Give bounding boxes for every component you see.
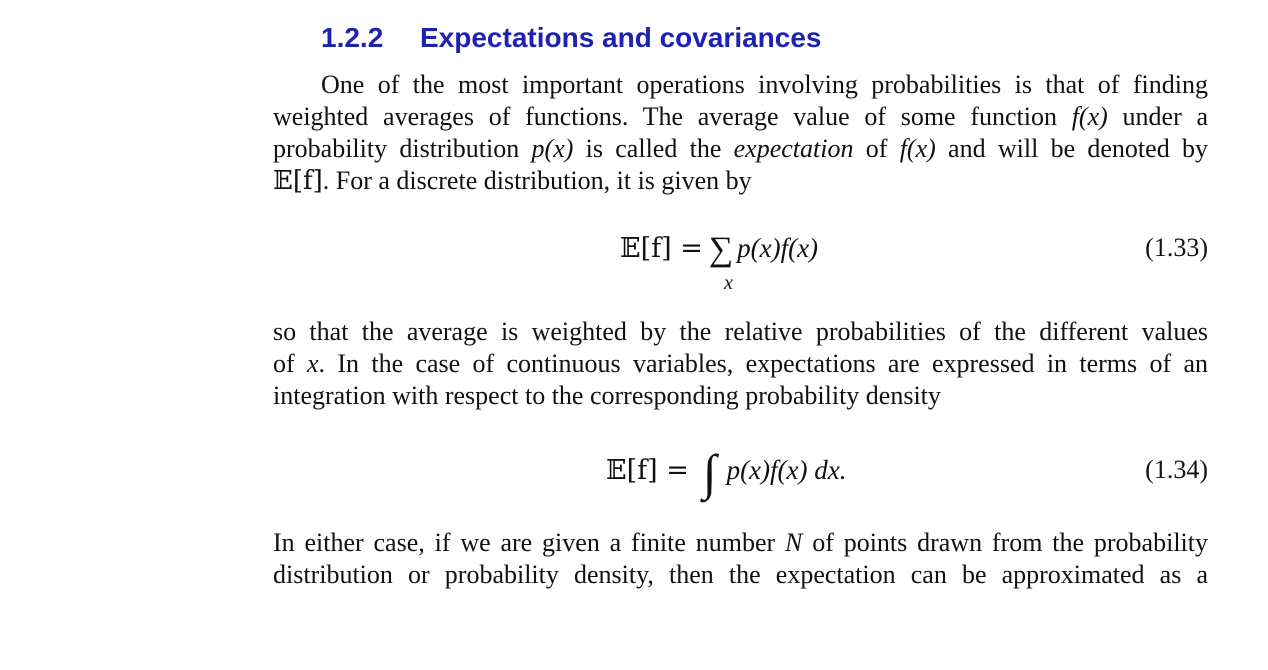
paragraph-2-line-3: integration with respect to the corresponding probability density bbox=[273, 381, 941, 410]
equation-integrand: p(x)f(x) dx. bbox=[726, 455, 847, 485]
summation-sign: ∑ bbox=[708, 231, 734, 268]
text-span: is called the bbox=[573, 134, 734, 163]
equation-1-34-body bbox=[606, 444, 847, 500]
math-f-of-x: f(x) bbox=[899, 134, 936, 163]
equation-number: (1.34) bbox=[1145, 455, 1208, 484]
paragraph-2-line-1: so that the average is weighted by the relative probabilities of the different values bbox=[273, 317, 1208, 346]
equation-1-33-body bbox=[620, 232, 818, 266]
math-expectation-f: 𝔼[f] bbox=[273, 166, 323, 196]
text-span: In either case, if we are given a finite number bbox=[273, 528, 786, 557]
math-f-of-x: f(x) bbox=[1071, 102, 1108, 131]
text-span: and will be denoted by bbox=[935, 134, 1208, 163]
paragraph-1-line-4 bbox=[273, 165, 1208, 197]
paragraph-2-line-2 bbox=[273, 348, 1208, 380]
equation-1-34 bbox=[273, 440, 1208, 520]
emphasis-expectation: expectation bbox=[733, 134, 854, 163]
paragraph-3 bbox=[273, 527, 1208, 591]
paragraph-1 bbox=[273, 69, 1208, 197]
equation-1-33 bbox=[273, 230, 1208, 310]
text-span: of points drawn from the probability bbox=[802, 528, 1208, 557]
equation-lhs: 𝔼[f] = bbox=[620, 233, 703, 264]
section-heading bbox=[321, 20, 822, 56]
paragraph-2 bbox=[273, 316, 1208, 412]
integral-sign: ∫ bbox=[702, 444, 717, 500]
paragraph-3-line-1 bbox=[273, 527, 1208, 559]
paragraph-1-line-3 bbox=[273, 133, 1208, 165]
equation-summand: p(x)f(x) bbox=[737, 233, 819, 263]
paragraph-1-line-2 bbox=[273, 101, 1208, 133]
text-span: under a bbox=[1107, 102, 1208, 131]
math-p-of-x: p(x) bbox=[531, 134, 574, 163]
section-number: 1.2.2 bbox=[321, 22, 384, 53]
text-span: weighted averages of functions. The average value of some function bbox=[273, 102, 1072, 131]
equation-lhs: 𝔼[f] = bbox=[606, 455, 689, 486]
equation-number: (1.33) bbox=[1145, 233, 1208, 262]
summation-subscript: x bbox=[724, 272, 733, 294]
paragraph-1-line-1: One of the most important operations involving probabilities is that of finding bbox=[321, 70, 1208, 99]
text-span: of bbox=[853, 134, 900, 163]
text-span: probability distribution bbox=[273, 134, 532, 163]
paragraph-3-line-2: distribution or probability density, then the expectation can be approximated as a bbox=[273, 560, 1208, 589]
math-x: x bbox=[307, 349, 319, 378]
math-N: N bbox=[785, 528, 803, 557]
text-span: of bbox=[273, 349, 307, 378]
text-span: . In the case of continuous variables, expectations are expressed in terms of an bbox=[318, 349, 1208, 378]
text-span: . For a discrete distribution, it is given by bbox=[322, 166, 752, 195]
section-title: Expectations and covariances bbox=[420, 22, 822, 53]
